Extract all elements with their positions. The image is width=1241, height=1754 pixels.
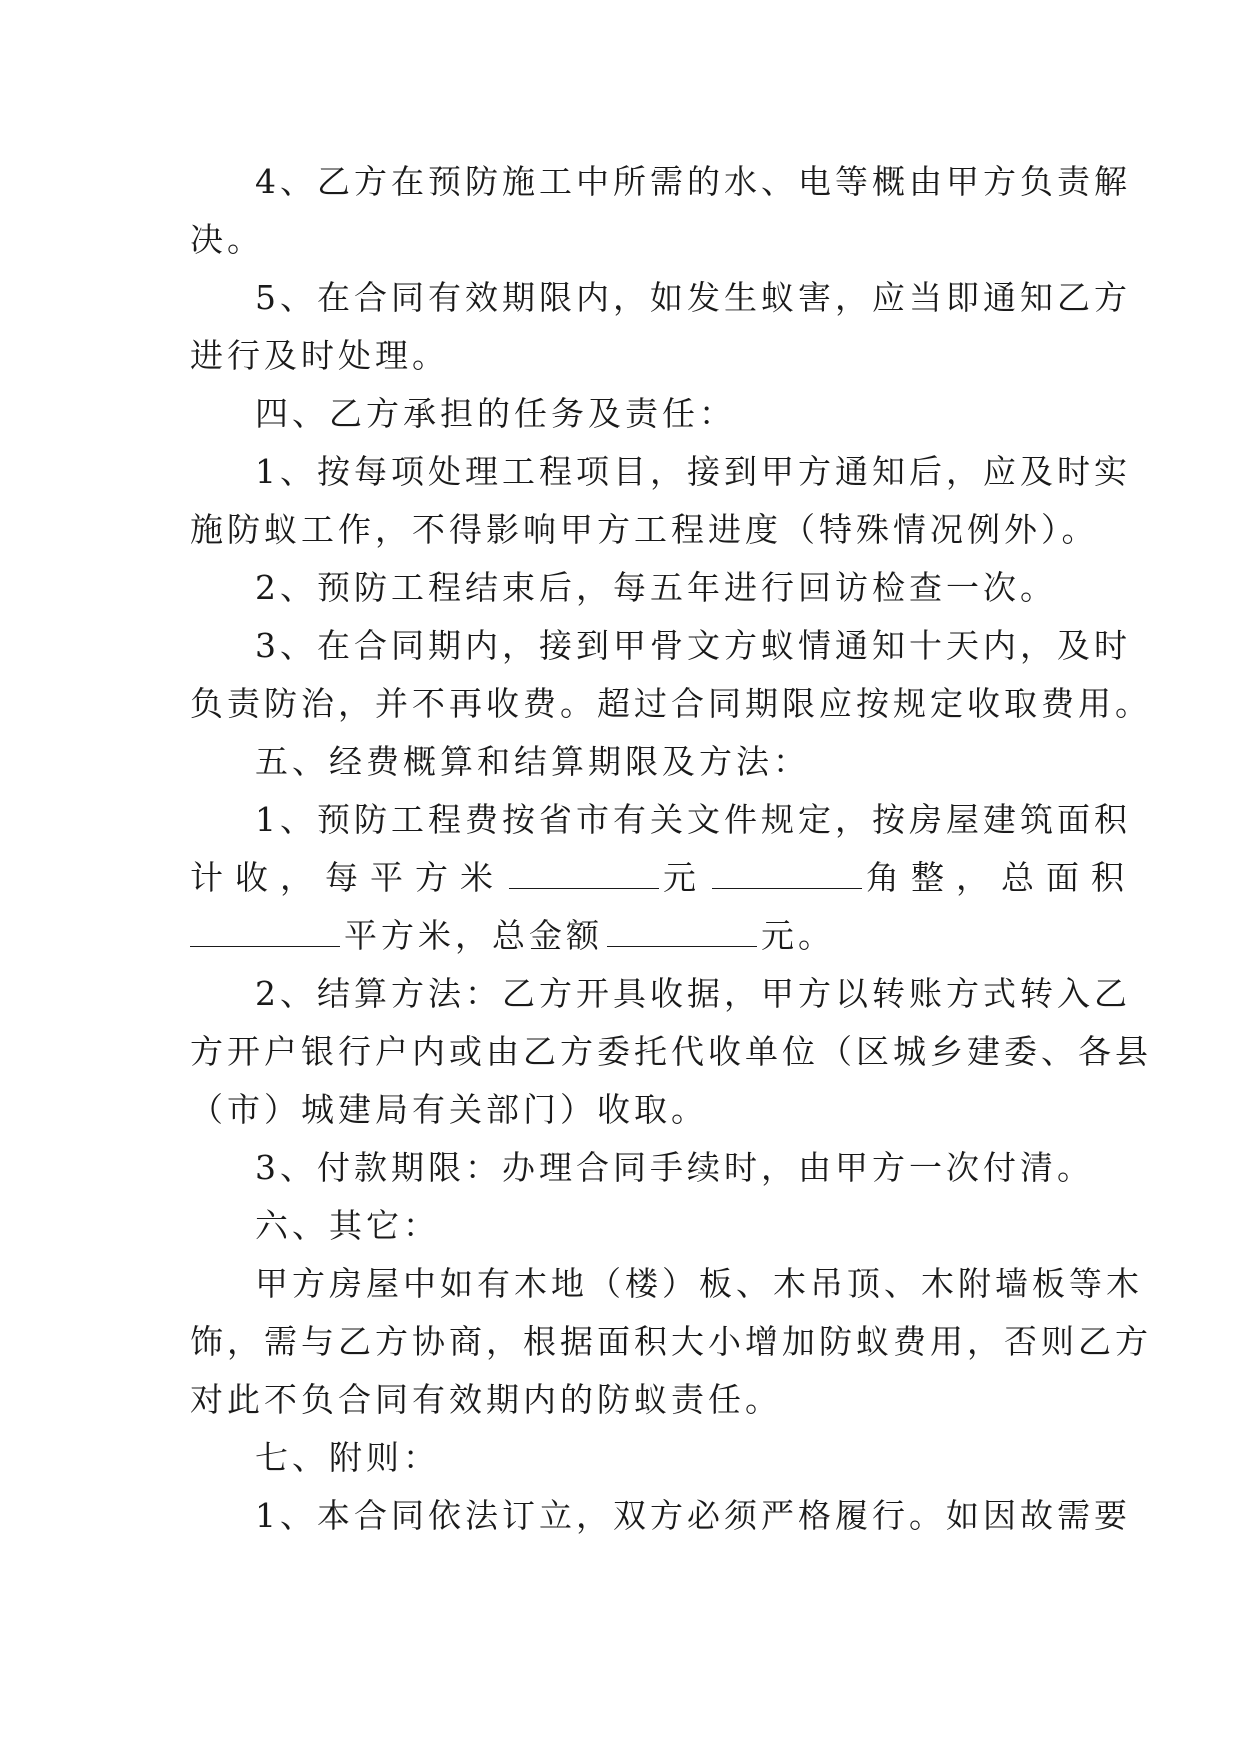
- paragraph-line: 1、预防工程费按省市有关文件规定，按房屋建筑面积: [255, 800, 1131, 839]
- paragraph-line: 3、在合同期内，接到甲骨文方蚁情通知十天内，及时: [255, 626, 1131, 665]
- paragraph-line: 甲方房屋中如有木地（楼）板、木吊顶、木附墙板等木: [255, 1264, 1143, 1303]
- paragraph-line: 2、结算方法：乙方开具收据，甲方以转账方式转入乙: [255, 974, 1131, 1013]
- paragraph-line: 饰，需与乙方协商，根据面积大小增加防蚁费用，否则乙方: [190, 1322, 1152, 1361]
- paragraph-line: 2、预防工程结束后，每五年进行回访检查一次。: [255, 568, 1057, 607]
- paragraph-line: 5、在合同有效期限内，如发生蚁害，应当即通知乙方: [255, 278, 1131, 317]
- paragraph-line: （市）城建局有关部门）收取。: [190, 1090, 708, 1129]
- fee-line: [190, 849, 1136, 907]
- section-heading: 四、乙方承担的任务及责任：: [255, 394, 736, 433]
- price-yuan-blank[interactable]: [509, 852, 659, 889]
- fee-text-2: 元: [663, 858, 708, 897]
- area-text-1: 平方米，总金额: [344, 916, 603, 955]
- area-text-2: 元。: [761, 916, 835, 955]
- paragraph-line: 1、本合同依法订立，双方必须严格履行。如因故需要: [255, 1496, 1131, 1535]
- area-line: [190, 907, 1060, 965]
- paragraph-line: 方开户银行户内或由乙方委托代收单位（区城乡建委、各县: [190, 1032, 1152, 1071]
- paragraph-line: 对此不负合同有效期内的防蚁责任。: [190, 1380, 782, 1419]
- total-area-blank[interactable]: [190, 910, 340, 947]
- paragraph-line: 进行及时处理。: [190, 336, 449, 375]
- document-body: [190, 153, 1152, 1545]
- paragraph-line: 1、按每项处理工程项目，接到甲方通知后，应及时实: [255, 452, 1131, 491]
- fee-text-1: 计收，每平方米: [190, 858, 505, 897]
- paragraph-line: 决。: [190, 220, 264, 259]
- paragraph-line: 施防蚁工作，不得影响甲方工程进度（特殊情况例外）。: [190, 510, 1099, 549]
- paragraph-line: 3、付款期限：办理合同手续时，由甲方一次付清。: [255, 1148, 1094, 1187]
- paragraph-line: 4、乙方在预防施工中所需的水、电等概由甲方负责解: [255, 162, 1131, 201]
- fee-text-3: 角整，总面积: [866, 858, 1136, 897]
- section-heading: 五、经费概算和结算期限及方法：: [255, 742, 810, 781]
- section-heading: 六、其它：: [255, 1206, 440, 1245]
- price-jiao-blank[interactable]: [712, 852, 862, 889]
- paragraph-line: 负责防治，并不再收费。超过合同期限应按规定收取费用。: [190, 684, 1152, 723]
- section-heading: 七、附则：: [255, 1438, 440, 1477]
- total-amount-blank[interactable]: [607, 910, 757, 947]
